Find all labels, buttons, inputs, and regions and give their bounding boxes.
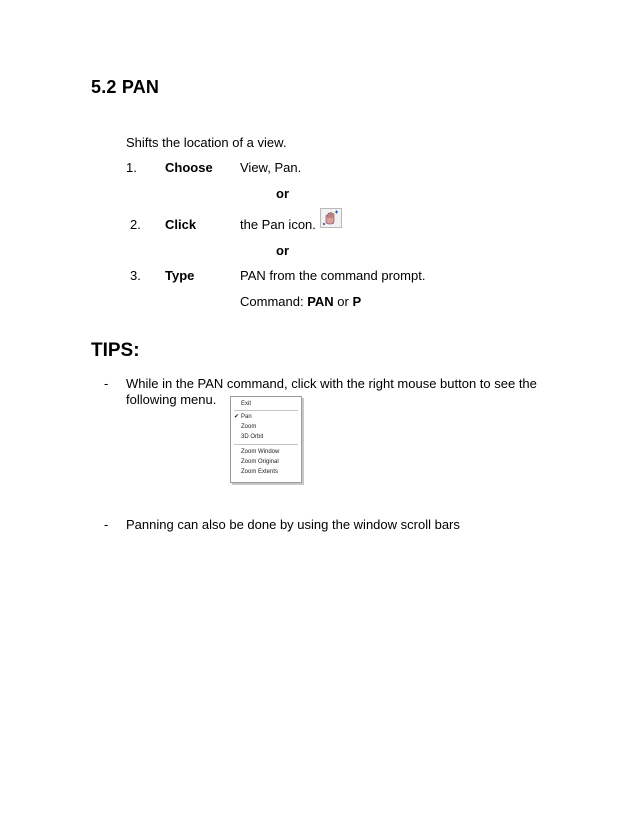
pan-icon bbox=[320, 208, 342, 228]
command-main: PAN bbox=[307, 294, 334, 309]
step-3-action: Type bbox=[165, 268, 195, 283]
menu-item-zoom-window: Zoom Window bbox=[241, 449, 280, 455]
tip-1-bullet: - bbox=[104, 376, 109, 391]
menu-item-zoom-original: Zoom Original bbox=[241, 459, 279, 465]
command-joiner: or bbox=[333, 294, 353, 309]
menu-item-pan: Pan bbox=[241, 414, 252, 420]
tip-1-line-2: following menu. bbox=[126, 392, 217, 407]
menu-separator bbox=[234, 410, 298, 411]
step-2-detail: the Pan icon. bbox=[240, 217, 316, 232]
step-1-action: Choose bbox=[165, 160, 213, 175]
step-2-number: 2. bbox=[130, 217, 141, 232]
step-3-detail: PAN from the command prompt. bbox=[240, 268, 426, 283]
tip-2-line-1: Panning can also be done by using the window scroll bars bbox=[126, 517, 460, 532]
command-prefix: Command: bbox=[240, 294, 308, 309]
step-1-detail: View, Pan. bbox=[240, 160, 302, 175]
menu-item-exit: Exit bbox=[241, 401, 252, 407]
section-title: 5.2 PAN bbox=[91, 77, 160, 97]
context-menu bbox=[230, 396, 302, 483]
tips-title: TIPS: bbox=[91, 340, 140, 361]
menu-item-zoom-extents: Zoom Extents bbox=[241, 469, 279, 475]
step-3-number: 3. bbox=[130, 268, 141, 283]
check-icon: ✔ bbox=[234, 414, 240, 420]
section-description: Shifts the location of a view. bbox=[126, 135, 287, 150]
command-alt: P bbox=[352, 294, 362, 309]
step-2-action: Click bbox=[165, 217, 197, 232]
command-line bbox=[240, 294, 361, 310]
step-1-number: 1. bbox=[126, 160, 137, 175]
tip-1-line-1: While in the PAN command, click with the right mouse button to see the bbox=[126, 376, 537, 391]
or-separator-2: or bbox=[276, 243, 289, 258]
menu-item-zoom: Zoom bbox=[241, 424, 257, 430]
menu-separator bbox=[234, 444, 298, 445]
or-separator-1: or bbox=[276, 186, 289, 201]
tip-2-bullet: - bbox=[104, 517, 109, 532]
menu-item-3d-orbit: 3D Orbit bbox=[241, 434, 264, 440]
